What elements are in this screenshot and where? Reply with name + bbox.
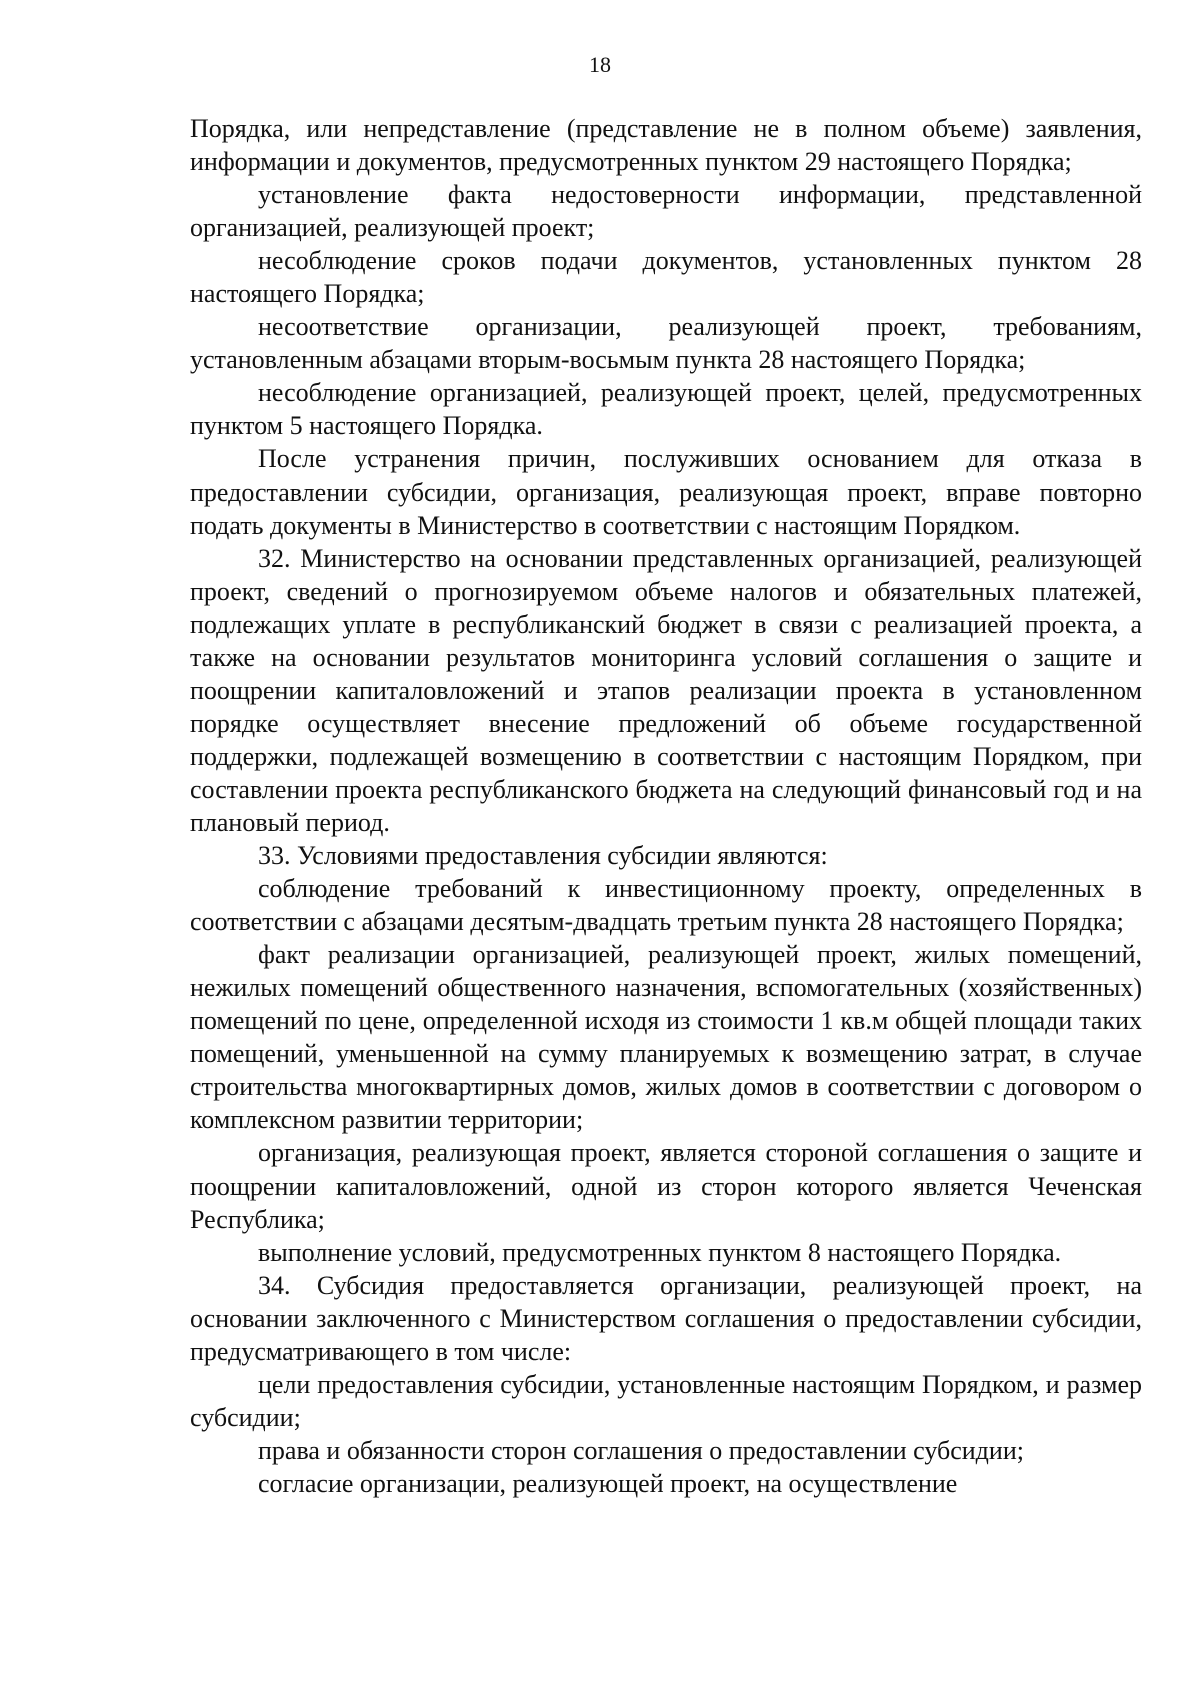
paragraph-33: 33. Условиями предоставления субсидии являются: bbox=[258, 841, 828, 871]
paragraph: После устранения причин, послуживших основанием для отказа в предоставлении субсидии, организация, реализующая проект, вправе повторно подать документы в Министерство в соответствии с настоящим Порядком. bbox=[190, 444, 1142, 540]
paragraph: права и обязанности сторон соглашения о предоставлении субсидии; bbox=[258, 1435, 1024, 1465]
paragraph: факт реализации организацией, реализующей проект, жилых помещений, нежилых помещений общественного назначения, вспомогательных (хозяйственных) помещений по цене, определенной исходя из стоимости 1 кв.м общей площади таких помещений, уменьшенной на сумму планируемых к возмещению затрат, в случае строительства многоквартирных домов, жилых домов в соответствии с договором о комплексном развитии территории; bbox=[190, 940, 1142, 1135]
paragraph: согласие организации, реализующей проект, на осуществление bbox=[258, 1468, 958, 1498]
paragraph: Порядка, или непредставление (представление не в полном объеме) заявления, информации и документов, предусмотренных пунктом 29 настоящего Порядка; bbox=[190, 114, 1142, 177]
paragraph: несоответствие организации, реализующей проект, требованиям, установленным абзацами вторым-восьмым пункта 28 настоящего Порядка; bbox=[190, 312, 1142, 375]
page-number: 18 bbox=[589, 52, 611, 77]
paragraph-32: 32. Министерство на основании представленных организацией, реализующей проект, сведений о прогнозируемом объеме налогов и обязательных платежей, подлежащих уплате в республиканский бюджет в связи с реализацией проекта, а также на основании результатов мониторинга условий соглашения о защите и поощрении капиталовложений и этапов реализации проекта в установленном порядке осуществляет внесение предложений об объеме государственной поддержки, подлежащей возмещению в соответствии с настоящим Порядком, при составлении проекта республиканского бюджета на следующий финансовый год и на плановый период. bbox=[190, 543, 1142, 837]
paragraph: соблюдение требований к инвестиционному проекту, определенных в соответствии с абзацами десятым-двадцать третьим пункта 28 настоящего Порядка; bbox=[190, 874, 1142, 937]
paragraph-34: 34. Субсидия предоставляется организации, реализующей проект, на основании заключенного с Министерством соглашения о предоставлении субсидии, предусматривающего в том числе: bbox=[190, 1270, 1142, 1366]
document-body bbox=[190, 112, 1142, 1500]
paragraph: несоблюдение сроков подачи документов, установленных пунктом 28 настоящего Порядка; bbox=[190, 246, 1142, 309]
paragraph: цели предоставления субсидии, установленные настоящим Порядком, и размер субсидии; bbox=[190, 1369, 1142, 1432]
paragraph: выполнение условий, предусмотренных пунктом 8 настоящего Порядка. bbox=[258, 1237, 1062, 1267]
paragraph: установление факта недостоверности информации, представленной организацией, реализующей проект; bbox=[190, 180, 1142, 243]
paragraph: организация, реализующая проект, является стороной соглашения о защите и поощрении капиталовложений, одной из сторон которого является Чеченская Республика; bbox=[190, 1138, 1142, 1234]
paragraph: несоблюдение организацией, реализующей проект, целей, предусмотренных пунктом 5 настоящего Порядка. bbox=[190, 378, 1142, 441]
